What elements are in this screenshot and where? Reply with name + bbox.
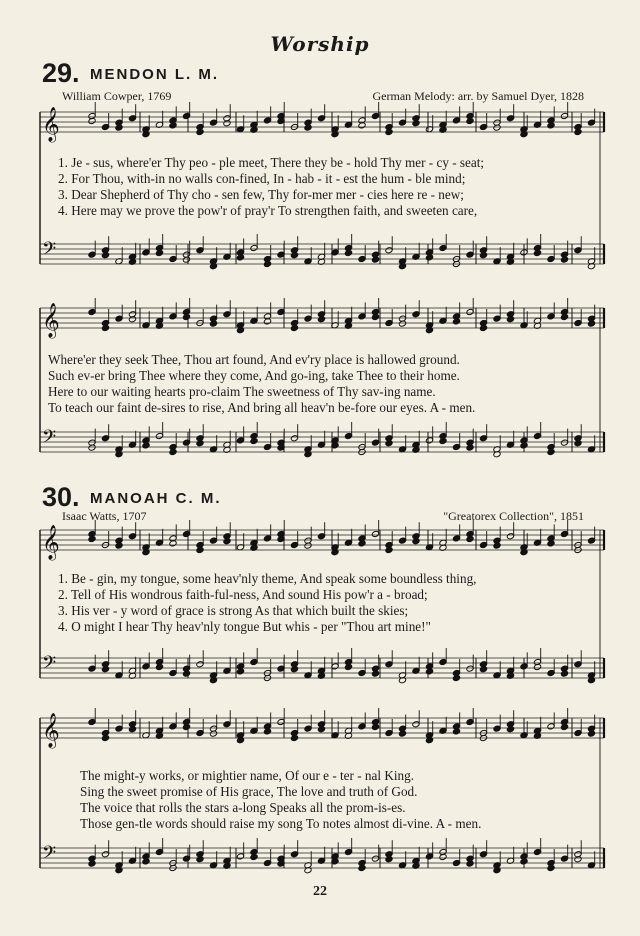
bass-clef-icon: 𝄢 — [42, 427, 57, 452]
verse-line: Such ev-er bring Thee where they come, And go-ing, take Thee to their home. — [48, 368, 460, 383]
music-attribution: German Melody: arr. by Samuel Dyer, 1828 — [372, 89, 584, 103]
verse-line: Here to our waiting hearts pro-claim The sweetness of Thy sav-ing name. — [48, 384, 436, 399]
verse-block — [48, 352, 475, 416]
bass-clef-icon: 𝄢 — [42, 239, 57, 264]
treble-clef-icon: 𝄞 — [42, 713, 60, 748]
tune-name: MANOAH C. M. — [90, 490, 222, 507]
verse-line: The might-y works, or mightier name, Of our e - ter - nal King. — [80, 768, 414, 783]
verse-block — [80, 768, 481, 832]
words-attribution: Isaac Watts, 1707 — [62, 509, 147, 523]
words-attribution: William Cowper, 1769 — [62, 89, 172, 103]
bass-clef-icon: 𝄢 — [42, 843, 57, 868]
page-number: 22 — [313, 884, 327, 899]
verse-line: Sing the sweet promise of His grace, The love and truth of God. — [80, 784, 418, 799]
verse-line: Where'er they seek Thee, Thou art found, And ev'ry place is hallowed ground. — [48, 352, 460, 367]
treble-clef-icon: 𝄞 — [42, 525, 60, 560]
hymn-number: 29. — [42, 58, 80, 88]
verse-line: The voice that rolls the stars a-long Speaks all the prom-is-es. — [80, 800, 406, 815]
treble-clef-icon: 𝄞 — [42, 303, 60, 338]
verse-line: To teach our faint de-sires to rise, And bring all heav'n be-fore our eyes. A - men. — [48, 400, 476, 415]
verse-line: 3. His ver - y word of grace is strong As that which built the skies; — [58, 603, 409, 618]
verse-line: 1. Je - sus, where'er Thy peo - ple meet, There they be - hold Thy mer - cy - seat; — [58, 155, 485, 170]
verse-line: 1. Be - gin, my tongue, some heav'nly theme, And speak some boundless thing, — [58, 571, 477, 586]
verse-line: 2. Tell of His wondrous faith-ful-ness, And sound His pow'r a - broad; — [58, 587, 428, 602]
bass-clef-icon: 𝄢 — [42, 653, 57, 678]
treble-clef-icon: 𝄞 — [42, 107, 60, 142]
verse-line: 2. For Thou, with-in no walls con-fined, In - hab - it - est the hum - ble mind; — [58, 171, 466, 186]
verse-block — [58, 155, 484, 219]
verse-line: 3. Dear Shepherd of Thy cho - sen few, Thy for-mer mer - cies here re - new; — [58, 187, 464, 202]
verse-line: 4. Here may we prove the pow'r of pray'r To strengthen faith, and sweeten care, — [58, 203, 478, 218]
page-header: Worship — [270, 32, 370, 56]
music-attribution: "Greatorex Collection", 1851 — [443, 509, 584, 523]
verse-block — [58, 571, 476, 635]
verse-line: Those gen-tle words should raise my song To notes almost di-vine. A - men. — [80, 816, 482, 831]
hymn-number: 30. — [42, 482, 80, 512]
tune-name: MENDON L. M. — [90, 66, 219, 83]
verse-line: 4. O might I hear Thy heav'nly tongue But whis - per "Thou art mine!" — [58, 619, 431, 634]
